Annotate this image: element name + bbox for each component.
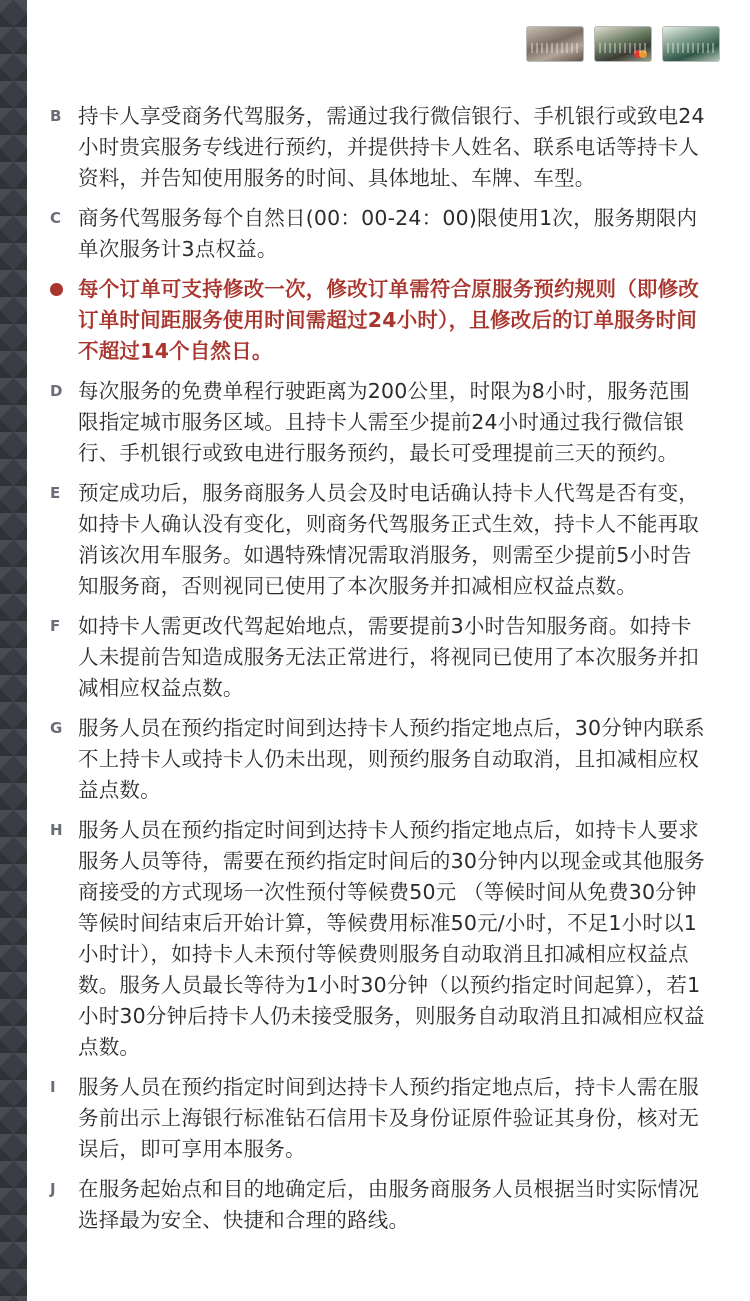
mastercard-logo-icon: [634, 50, 647, 58]
card-image-1: [526, 26, 584, 62]
item-text-highlight: 每个订单可支持修改一次，修改订单需符合原服务预约规则（即修改订单时间距服务使用时间需超过24小时），且修改后的订单服务时间不超过14个自然日。: [78, 277, 699, 363]
item-text: 在服务起始点和目的地确定后，由服务商服务人员根据当时实际情况选择最为安全、快捷和合理的路线。: [78, 1177, 699, 1232]
item-marker: F: [50, 617, 61, 635]
card-images: [526, 26, 720, 62]
list-item: [50, 815, 710, 1063]
item-text: 如持卡人需更改代驾起始地点，需要提前3小时告知服务商。如持卡人未提前告知造成服务无法正常进行，将视同已使用了本次服务并扣减相应权益点数。: [78, 614, 699, 700]
item-marker: E: [50, 484, 61, 502]
list-item-highlight: [50, 274, 710, 367]
item-marker: C: [50, 209, 62, 227]
decorative-side-bar: [0, 0, 27, 1301]
item-marker: I: [50, 1078, 56, 1096]
list-item: [50, 101, 710, 194]
item-text: 服务人员在预约指定时间到达持卡人预约指定地点后，如持卡人要求服务人员等待，需要在预约指定时间后的30分钟内以现金或其他服务商接受的方式现场一次性预付等候费50元 （等候时间从免费30分钟等候时间结束后开始计算，等候费用标准50元/小时，不足1小时以1小时计），如持卡人未预付等候费则服务自动取消且扣减相应权益点数。服务人员最长等待为1小时30分钟（以预约指定时间起算），若1小时30分钟后持卡人仍未接受服务，则服务自动取消且扣减相应权益点数。: [78, 818, 705, 1059]
card-image-2: [594, 26, 652, 62]
item-text: 持卡人享受商务代驾服务，需通过我行微信银行、手机银行或致电24小时贵宾服务专线进行预约，并提供持卡人姓名、联系电话等持卡人资料，并告知使用服务的时间、具体地址、车牌、车型。: [78, 104, 705, 190]
item-text: 每次服务的免费单程行驶距离为200公里，时限为8小时，服务范围限指定城市服务区域。且持卡人需至少提前24小时通过我行微信银行、手机银行或致电进行服务预约，最长可受理提前三天的预约。: [78, 379, 690, 465]
card-image-3: [662, 26, 720, 62]
bullet-dot-icon: [50, 274, 78, 307]
item-marker: H: [50, 821, 63, 839]
list-item: [50, 376, 710, 469]
list-item: [50, 713, 710, 806]
item-marker: D: [50, 382, 63, 400]
list-item: [50, 1174, 710, 1236]
list-item: [50, 1072, 710, 1165]
item-text: 服务人员在预约指定时间到达持卡人预约指定地点后，30分钟内联系不上持卡人或持卡人仍未出现，则预约服务自动取消，且扣减相应权益点数。: [78, 716, 705, 802]
item-marker: J: [50, 1180, 56, 1198]
terms-list: [50, 101, 710, 1245]
list-item: [50, 203, 710, 265]
item-marker: G: [50, 719, 63, 737]
item-text: 预定成功后，服务商服务人员会及时电话确认持卡人代驾是否有变，如持卡人确认没有变化，则商务代驾服务正式生效，持卡人不能再取消该次用车服务。如遇特殊情况需取消服务，则需至少提前5小时告知服务商，否则视同已使用了本次服务并扣减相应权益点数。: [78, 481, 699, 598]
list-item: [50, 611, 710, 704]
item-marker: B: [50, 107, 62, 125]
item-text: 商务代驾服务每个自然日(00：00-24：00)限使用1次，服务期限内单次服务计3点权益。: [78, 206, 698, 261]
item-text: 服务人员在预约指定时间到达持卡人预约指定地点后，持卡人需在服务前出示上海银行标准钻石信用卡及身份证原件验证其身份，核对无误后，即可享用本服务。: [78, 1075, 699, 1161]
list-item: [50, 478, 710, 602]
